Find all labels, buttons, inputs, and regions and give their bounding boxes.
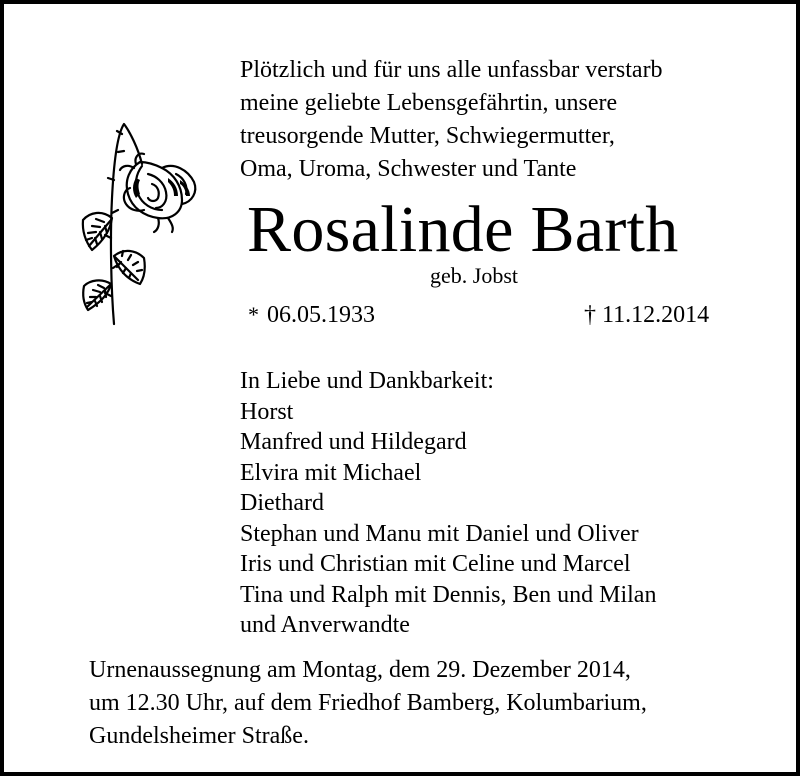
service-info xyxy=(89,654,647,753)
intro-line: treusorgende Mutter, Schwiegermutter, xyxy=(240,123,615,149)
family-line: In Liebe und Dankbarkeit: xyxy=(240,368,494,394)
family-line: Stephan und Manu mit Daniel und Oliver xyxy=(240,520,639,547)
family-list xyxy=(240,366,656,641)
birth-date-line xyxy=(248,300,375,330)
family-line: Tina und Ralph mit Dennis, Ben und Milan xyxy=(240,581,657,608)
service-line: Urnenaussegnung am Montag, dem 29. Dezember 2014, xyxy=(89,657,631,683)
birth-date: 06.05.1933 xyxy=(267,302,375,328)
maiden-name: geb. Jobst xyxy=(430,263,518,288)
death-symbol: † xyxy=(584,302,596,328)
wilted-rose-icon xyxy=(78,118,208,328)
family-line: Horst xyxy=(240,398,294,425)
service-line: um 12.30 Uhr, auf dem Friedhof Bamberg, Kolumbarium, xyxy=(89,690,647,716)
death-date-line xyxy=(584,300,709,330)
death-date: 11.12.2014 xyxy=(602,302,710,328)
service-line: Gundelsheimer Straße. xyxy=(89,723,309,749)
intro-text xyxy=(240,54,663,186)
family-line: Diethard xyxy=(240,490,324,516)
family-line: und Anverwandte xyxy=(240,612,410,638)
family-line: Iris und Christian mit Celine und Marcel xyxy=(240,551,631,577)
deceased-name: Rosalinde Barth xyxy=(247,193,679,266)
family-line: Manfred und Hildegard xyxy=(240,429,467,455)
intro-line: Oma, Uroma, Schwester und Tante xyxy=(240,156,577,182)
intro-line: Plötzlich und für uns alle unfassbar verstarb xyxy=(240,57,663,83)
family-line: Elvira mit Michael xyxy=(240,459,422,486)
intro-line: meine geliebte Lebensgefährtin, unsere xyxy=(240,90,618,116)
birth-symbol: * xyxy=(248,302,259,327)
